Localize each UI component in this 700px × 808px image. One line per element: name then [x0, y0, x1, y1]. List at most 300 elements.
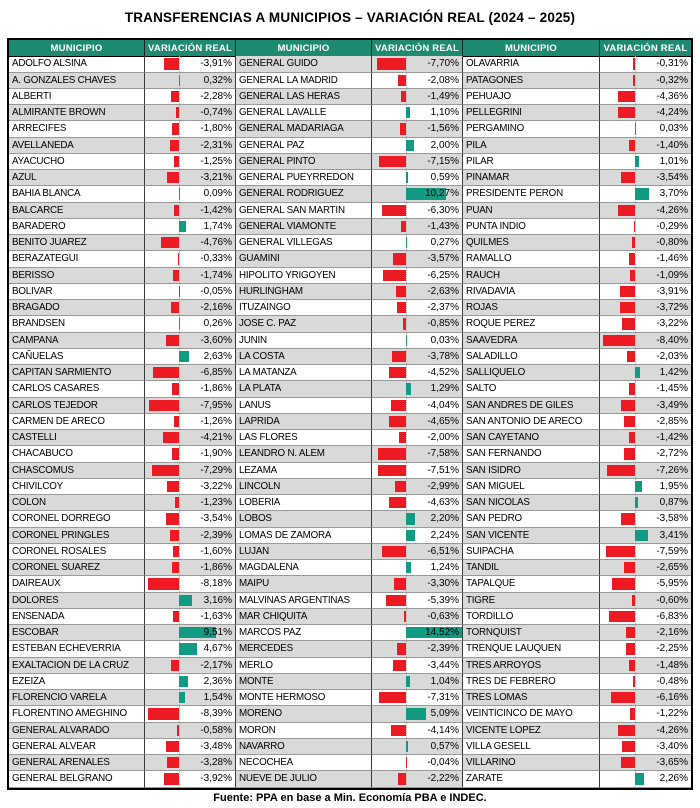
- municipio-cell: GENERAL ARENALES: [9, 755, 145, 771]
- municipio-cell: PATAGONES: [463, 73, 600, 89]
- municipio-cell: SAN MIGUEL: [463, 479, 600, 495]
- variacion-cell: [600, 495, 691, 511]
- variacion-cell: [372, 723, 463, 739]
- municipio-cell: GENERAL SAN MARTIN: [236, 203, 372, 219]
- variacion-cell: [145, 349, 236, 365]
- variacion-cell: [600, 333, 691, 349]
- municipio-cell: NUEVE DE JULIO: [236, 771, 372, 787]
- transfer-table-container: [7, 38, 693, 790]
- variacion-cell: [372, 430, 463, 446]
- municipio-cell: MAR CHIQUITA: [236, 609, 372, 625]
- municipio-cell: VICENTE LOPEZ: [463, 723, 600, 739]
- variacion-cell: [145, 593, 236, 609]
- municipio-cell: LEZAMA: [236, 463, 372, 479]
- variacion-value: -3,60%: [200, 334, 232, 346]
- variacion-cell: [145, 170, 236, 186]
- variacion-cell: [600, 300, 691, 316]
- municipio-cell: CASTELLI: [9, 430, 145, 446]
- municipio-cell: VILLA GESELL: [463, 739, 600, 755]
- municipio-cell: JOSE C. PAZ: [236, 316, 372, 332]
- variacion-cell: [145, 609, 236, 625]
- variacion-cell: [145, 300, 236, 316]
- variacion-cell: [372, 641, 463, 657]
- variacion-value: -3,58%: [656, 513, 688, 525]
- variacion-cell: [145, 658, 236, 674]
- variacion-value: -3,78%: [427, 350, 459, 362]
- variacion-cell: [145, 723, 236, 739]
- municipio-cell: PRESIDENTE PERON: [463, 186, 600, 202]
- variacion-value: -3,57%: [427, 253, 459, 265]
- municipio-cell: TAPALQUE: [463, 576, 600, 592]
- variacion-value: -7,95%: [200, 399, 232, 411]
- municipio-cell: ROQUE PEREZ: [463, 316, 600, 332]
- variacion-value: -0,05%: [200, 285, 232, 297]
- variacion-cell: [145, 219, 236, 235]
- column-header-variacion-3: VARIACIÓN REAL: [600, 40, 691, 57]
- variacion-value: 10,27%: [425, 188, 459, 200]
- municipio-cell: AYACUCHO: [9, 154, 145, 170]
- variacion-value: -1,22%: [656, 708, 688, 720]
- municipio-cell: DOLORES: [9, 593, 145, 609]
- variacion-value: -0,60%: [656, 594, 688, 606]
- variacion-cell: [145, 121, 236, 137]
- variacion-value: -0,32%: [656, 74, 688, 86]
- variacion-cell: [372, 739, 463, 755]
- variacion-cell: [372, 235, 463, 251]
- variacion-cell: [600, 544, 691, 560]
- variacion-value: 0,03%: [659, 123, 688, 135]
- municipio-cell: ITUZAINGO: [236, 300, 372, 316]
- variacion-value: -1,49%: [427, 90, 459, 102]
- variacion-cell: [372, 528, 463, 544]
- variacion-cell: [145, 365, 236, 381]
- municipio-cell: SAN PEDRO: [463, 511, 600, 527]
- municipio-cell: HURLINGHAM: [236, 284, 372, 300]
- variacion-value: 2,00%: [430, 139, 459, 151]
- municipio-cell: RIVADAVIA: [463, 284, 600, 300]
- variacion-value: -2,99%: [427, 480, 459, 492]
- variacion-cell: [372, 593, 463, 609]
- variacion-value: -6,83%: [656, 610, 688, 622]
- variacion-cell: [145, 430, 236, 446]
- variacion-cell: [600, 528, 691, 544]
- municipio-cell: EZEIZA: [9, 674, 145, 690]
- variacion-cell: [600, 739, 691, 755]
- variacion-value: -1,74%: [200, 269, 232, 281]
- variacion-value: -2,65%: [656, 562, 688, 574]
- variacion-value: 0,27%: [430, 237, 459, 249]
- municipio-cell: CARLOS TEJEDOR: [9, 398, 145, 414]
- variacion-value: -4,65%: [427, 415, 459, 427]
- municipio-cell: TANDIL: [463, 560, 600, 576]
- municipio-cell: MORON: [236, 723, 372, 739]
- variacion-value: 3,41%: [659, 529, 688, 541]
- variacion-cell: [372, 186, 463, 202]
- variacion-value: -2,39%: [427, 643, 459, 655]
- variacion-value: 0,26%: [203, 318, 232, 330]
- variacion-value: -6,51%: [427, 545, 459, 557]
- municipio-cell: CORONEL SUAREZ: [9, 560, 145, 576]
- variacion-value: -2,39%: [200, 529, 232, 541]
- variacion-cell: [145, 333, 236, 349]
- variacion-value: -1,80%: [200, 123, 232, 135]
- municipio-cell: A. GONZALES CHAVES: [9, 73, 145, 89]
- municipio-cell: ALMIRANTE BROWN: [9, 105, 145, 121]
- variacion-cell: [372, 219, 463, 235]
- municipio-cell: MONTE: [236, 674, 372, 690]
- municipio-cell: CAMPANA: [9, 333, 145, 349]
- variacion-cell: [600, 365, 691, 381]
- variacion-cell: [145, 235, 236, 251]
- municipio-cell: GUAMINI: [236, 251, 372, 267]
- municipio-cell: ESCOBAR: [9, 625, 145, 641]
- municipio-cell: FLORENCIO VARELA: [9, 690, 145, 706]
- municipio-cell: BAHIA BLANCA: [9, 186, 145, 202]
- municipio-cell: VILLARINO: [463, 755, 600, 771]
- variacion-value: -1,60%: [200, 545, 232, 557]
- variacion-value: 4,67%: [203, 643, 232, 655]
- variacion-value: -7,31%: [427, 692, 459, 704]
- variacion-value: 1,24%: [430, 562, 459, 574]
- municipio-cell: GENERAL PAZ: [236, 138, 372, 154]
- variacion-cell: [145, 690, 236, 706]
- municipio-cell: DAIREAUX: [9, 576, 145, 592]
- municipio-cell: ADOLFO ALSINA: [9, 56, 145, 72]
- variacion-cell: [145, 89, 236, 105]
- municipio-cell: BERAZATEGUI: [9, 251, 145, 267]
- variacion-cell: [600, 219, 691, 235]
- variacion-cell: [372, 609, 463, 625]
- municipio-cell: AVELLANEDA: [9, 138, 145, 154]
- variacion-cell: [145, 560, 236, 576]
- variacion-value: 3,16%: [203, 594, 232, 606]
- variacion-cell: [145, 739, 236, 755]
- municipio-cell: GENERAL LAS HERAS: [236, 89, 372, 105]
- variacion-value: 1,04%: [430, 675, 459, 687]
- municipio-cell: OLAVARRIA: [463, 56, 600, 72]
- variacion-value: -8,40%: [656, 334, 688, 346]
- variacion-cell: [145, 771, 236, 787]
- variacion-value: -6,25%: [427, 269, 459, 281]
- variacion-cell: [372, 560, 463, 576]
- variacion-value: -2,16%: [656, 627, 688, 639]
- variacion-cell: [600, 755, 691, 771]
- column-header-municipio-3: MUNICIPIO: [463, 40, 600, 57]
- municipio-cell: TORNQUIST: [463, 625, 600, 641]
- municipio-cell: GENERAL MADARIAGA: [236, 121, 372, 137]
- municipio-cell: TRES DE FEBRERO: [463, 674, 600, 690]
- municipio-cell: GENERAL RODRIGUEZ: [236, 186, 372, 202]
- municipio-cell: SAN ANTONIO DE ARECO: [463, 414, 600, 430]
- variacion-cell: [600, 446, 691, 462]
- column-header-municipio-1: MUNICIPIO: [9, 40, 145, 57]
- variacion-value: -4,14%: [427, 724, 459, 736]
- variacion-value: -2,03%: [656, 350, 688, 362]
- variacion-value: -4,26%: [656, 724, 688, 736]
- variacion-cell: [145, 706, 236, 722]
- variacion-value: 1,10%: [430, 107, 459, 119]
- variacion-cell: [372, 251, 463, 267]
- variacion-value: -3,30%: [427, 578, 459, 590]
- municipio-cell: PEHUAJO: [463, 89, 600, 105]
- variacion-value: -1,46%: [656, 253, 688, 265]
- variacion-cell: [372, 105, 463, 121]
- variacion-cell: [372, 479, 463, 495]
- variacion-cell: [145, 463, 236, 479]
- municipio-cell: GENERAL GUIDO: [236, 56, 372, 72]
- variacion-value: -3,65%: [656, 757, 688, 769]
- variacion-cell: [600, 316, 691, 332]
- municipio-cell: CHIVILCOY: [9, 479, 145, 495]
- variacion-cell: [372, 755, 463, 771]
- variacion-value: -1,86%: [200, 383, 232, 395]
- variacion-value: -7,59%: [656, 545, 688, 557]
- variacion-cell: [600, 593, 691, 609]
- variacion-cell: [145, 105, 236, 121]
- municipio-cell: CORONEL DORREGO: [9, 511, 145, 527]
- variacion-cell: [372, 511, 463, 527]
- variacion-cell: [145, 203, 236, 219]
- variacion-value: -2,08%: [427, 74, 459, 86]
- municipio-cell: BRAGADO: [9, 300, 145, 316]
- municipio-cell: BOLIVAR: [9, 284, 145, 300]
- variacion-value: -7,58%: [427, 448, 459, 460]
- variacion-cell: [372, 73, 463, 89]
- variacion-value: -2,37%: [427, 302, 459, 314]
- variacion-cell: [372, 398, 463, 414]
- variacion-value: -2,16%: [200, 302, 232, 314]
- municipio-cell: EXALTACION DE LA CRUZ: [9, 658, 145, 674]
- variacion-cell: [600, 284, 691, 300]
- municipio-cell: LA PLATA: [236, 381, 372, 397]
- municipio-cell: ARRECIFES: [9, 121, 145, 137]
- variacion-value: -1,56%: [427, 123, 459, 135]
- variacion-value: -3,44%: [427, 659, 459, 671]
- variacion-value: 0,03%: [430, 334, 459, 346]
- municipio-cell: RAUCH: [463, 268, 600, 284]
- variacion-value: -4,24%: [656, 107, 688, 119]
- variacion-value: -3,91%: [200, 58, 232, 70]
- variacion-cell: [372, 414, 463, 430]
- municipio-cell: COLON: [9, 495, 145, 511]
- municipio-cell: GENERAL PUEYRREDON: [236, 170, 372, 186]
- variacion-cell: [145, 495, 236, 511]
- municipio-cell: SAN ISIDRO: [463, 463, 600, 479]
- variacion-cell: [372, 300, 463, 316]
- municipio-cell: MORENO: [236, 706, 372, 722]
- variacion-cell: [600, 203, 691, 219]
- variacion-cell: [372, 316, 463, 332]
- variacion-value: -0,29%: [656, 220, 688, 232]
- variacion-cell: [600, 625, 691, 641]
- variacion-value: -5,39%: [427, 594, 459, 606]
- variacion-cell: [145, 398, 236, 414]
- variacion-value: -0,58%: [200, 724, 232, 736]
- variacion-value: -6,85%: [200, 367, 232, 379]
- variacion-cell: [600, 690, 691, 706]
- variacion-value: -0,33%: [200, 253, 232, 265]
- variacion-cell: [145, 316, 236, 332]
- variacion-cell: [145, 186, 236, 202]
- variacion-value: -2,25%: [656, 643, 688, 655]
- variacion-cell: [600, 105, 691, 121]
- variacion-cell: [372, 121, 463, 137]
- municipio-cell: ALBERTI: [9, 89, 145, 105]
- municipio-cell: ESTEBAN ECHEVERRIA: [9, 641, 145, 657]
- variacion-cell: [372, 576, 463, 592]
- variacion-value: -2,72%: [656, 448, 688, 460]
- municipio-cell: HIPOLITO YRIGOYEN: [236, 268, 372, 284]
- municipio-cell: CORONEL ROSALES: [9, 544, 145, 560]
- variacion-value: -1,90%: [200, 448, 232, 460]
- municipio-cell: TORDILLO: [463, 609, 600, 625]
- variacion-cell: [372, 381, 463, 397]
- municipio-cell: LEANDRO N. ALEM: [236, 446, 372, 462]
- variacion-cell: [145, 479, 236, 495]
- variacion-value: -4,52%: [427, 367, 459, 379]
- variacion-cell: [145, 381, 236, 397]
- municipio-cell: PUNTA INDIO: [463, 219, 600, 235]
- variacion-cell: [372, 544, 463, 560]
- page-title: TRANSFERENCIAS A MUNICIPIOS – VARIACIÓN REAL (2024 – 2025): [124, 10, 576, 25]
- variacion-value: 14,52%: [425, 627, 459, 639]
- variacion-cell: [372, 495, 463, 511]
- variacion-cell: [372, 674, 463, 690]
- variacion-value: -0,63%: [427, 610, 459, 622]
- municipio-cell: CHACABUCO: [9, 446, 145, 462]
- variacion-cell: [600, 349, 691, 365]
- variacion-value: -7,29%: [200, 464, 232, 476]
- variacion-value: -6,30%: [427, 204, 459, 216]
- column-header-variacion-2: VARIACIÓN REAL: [372, 40, 463, 57]
- variacion-value: 1,95%: [659, 480, 688, 492]
- variacion-cell: [372, 349, 463, 365]
- variacion-value: -8,18%: [200, 578, 232, 590]
- variacion-value: -1,26%: [200, 415, 232, 427]
- variacion-cell: [600, 414, 691, 430]
- variacion-value: -8,39%: [200, 708, 232, 720]
- variacion-cell: [600, 658, 691, 674]
- variacion-cell: [600, 251, 691, 267]
- variacion-value: -2,63%: [427, 285, 459, 297]
- municipio-cell: GENERAL LA MADRID: [236, 73, 372, 89]
- municipio-cell: ENSENADA: [9, 609, 145, 625]
- municipio-cell: SAN VICENTE: [463, 528, 600, 544]
- municipio-cell: SUIPACHA: [463, 544, 600, 560]
- variacion-cell: [145, 154, 236, 170]
- variacion-value: -0,80%: [656, 237, 688, 249]
- municipio-cell: LAS FLORES: [236, 430, 372, 446]
- municipio-cell: GENERAL PINTO: [236, 154, 372, 170]
- variacion-value: -3,54%: [200, 513, 232, 525]
- variacion-cell: [145, 755, 236, 771]
- variacion-cell: [600, 381, 691, 397]
- municipio-cell: NECOCHEA: [236, 755, 372, 771]
- municipio-cell: TIGRE: [463, 593, 600, 609]
- variacion-cell: [600, 463, 691, 479]
- variacion-value: 0,09%: [203, 188, 232, 200]
- variacion-cell: [372, 284, 463, 300]
- variacion-value: -2,31%: [200, 139, 232, 151]
- variacion-value: -5,95%: [656, 578, 688, 590]
- variacion-value: -3,54%: [656, 172, 688, 184]
- variacion-value: -1,63%: [200, 610, 232, 622]
- variacion-value: -0,74%: [200, 107, 232, 119]
- variacion-value: 0,32%: [203, 74, 232, 86]
- variacion-cell: [372, 690, 463, 706]
- municipio-cell: SALLIQUELO: [463, 365, 600, 381]
- variacion-cell: [600, 576, 691, 592]
- municipio-cell: SAAVEDRA: [463, 333, 600, 349]
- variacion-value: -2,85%: [656, 415, 688, 427]
- municipio-cell: ZARATE: [463, 771, 600, 787]
- municipio-cell: SAN NICOLAS: [463, 495, 600, 511]
- variacion-value: -2,28%: [200, 90, 232, 102]
- variacion-cell: [600, 706, 691, 722]
- municipio-cell: GENERAL BELGRANO: [9, 771, 145, 787]
- variacion-value: -1,42%: [200, 204, 232, 216]
- municipio-cell: BARADERO: [9, 219, 145, 235]
- variacion-cell: [372, 333, 463, 349]
- municipio-cell: PILA: [463, 138, 600, 154]
- variacion-cell: [600, 479, 691, 495]
- variacion-cell: [372, 658, 463, 674]
- variacion-cell: [145, 576, 236, 592]
- variacion-value: -1,40%: [656, 139, 688, 151]
- variacion-cell: [600, 268, 691, 284]
- variacion-value: -0,85%: [427, 318, 459, 330]
- municipio-cell: LUJAN: [236, 544, 372, 560]
- municipio-cell: GENERAL LAVALLE: [236, 105, 372, 121]
- variacion-value: 1,74%: [203, 220, 232, 232]
- municipio-cell: SALTO: [463, 381, 600, 397]
- variacion-cell: [372, 625, 463, 641]
- variacion-cell: [600, 771, 691, 787]
- column-header-municipio-2: MUNICIPIO: [236, 40, 372, 57]
- municipio-cell: PINAMAR: [463, 170, 600, 186]
- variacion-value: -3,92%: [200, 773, 232, 785]
- variacion-value: -7,70%: [427, 58, 459, 70]
- variacion-value: -1,48%: [656, 659, 688, 671]
- variacion-value: -4,21%: [200, 432, 232, 444]
- variacion-cell: [145, 641, 236, 657]
- municipio-cell: LOBOS: [236, 511, 372, 527]
- municipio-cell: MAGDALENA: [236, 560, 372, 576]
- variacion-value: -7,26%: [656, 464, 688, 476]
- variacion-value: -3,40%: [656, 740, 688, 752]
- variacion-cell: [600, 186, 691, 202]
- municipio-cell: PUAN: [463, 203, 600, 219]
- municipio-cell: SAN ANDRES DE GILES: [463, 398, 600, 414]
- variacion-cell: [145, 511, 236, 527]
- municipio-cell: LANUS: [236, 398, 372, 414]
- variacion-value: -3,21%: [200, 172, 232, 184]
- municipio-cell: CAÑUELAS: [9, 349, 145, 365]
- variacion-cell: [372, 154, 463, 170]
- municipio-cell: TRES LOMAS: [463, 690, 600, 706]
- variacion-value: 2,20%: [430, 513, 459, 525]
- municipio-cell: MONTE HERMOSO: [236, 690, 372, 706]
- variacion-cell: [600, 89, 691, 105]
- variacion-value: -1,09%: [656, 269, 688, 281]
- variacion-cell: [145, 446, 236, 462]
- municipio-cell: PERGAMINO: [463, 121, 600, 137]
- column-header-variacion-1: VARIACIÓN REAL: [145, 40, 236, 57]
- municipio-cell: CORONEL PRINGLES: [9, 528, 145, 544]
- municipio-cell: LINCOLN: [236, 479, 372, 495]
- variacion-value: -7,15%: [427, 155, 459, 167]
- variacion-cell: [600, 641, 691, 657]
